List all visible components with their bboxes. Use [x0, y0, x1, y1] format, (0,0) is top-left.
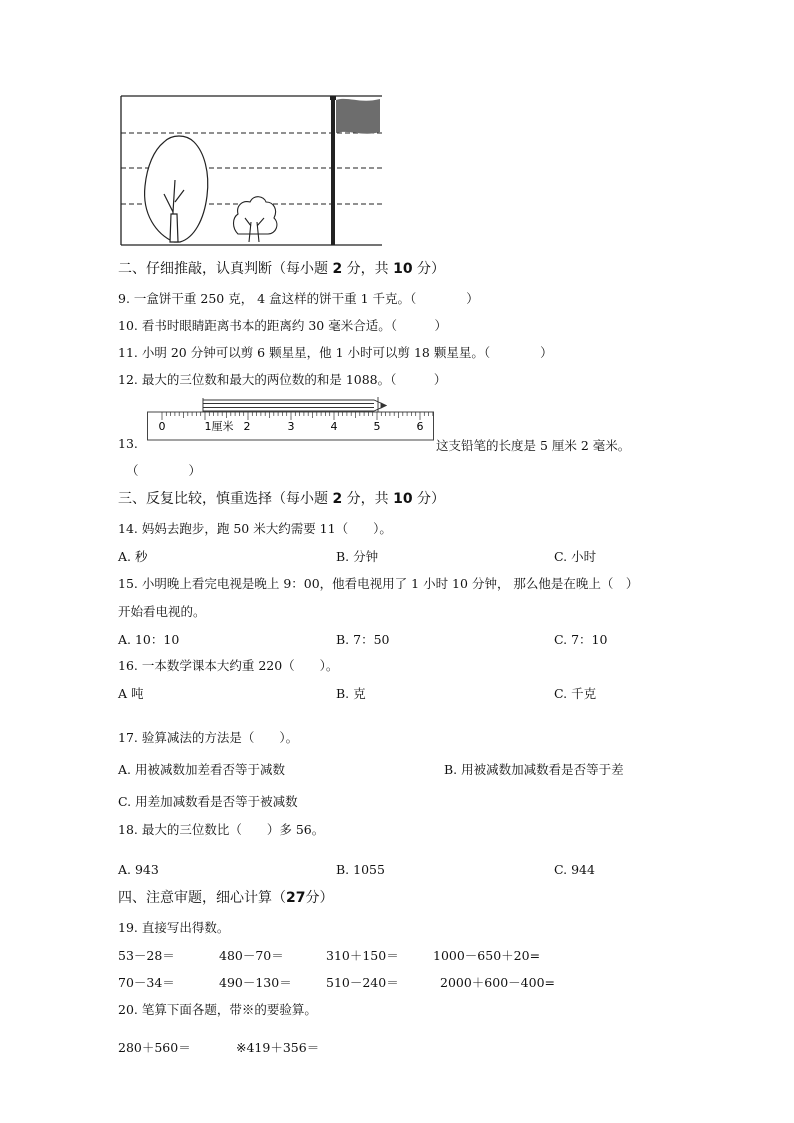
ruler-label: 0 — [158, 420, 166, 433]
question-12: 12. 最大的三位数和最大的两位数的和是 1088。（ ） — [118, 372, 447, 387]
question-15-line2: 开始看电视的。 — [118, 604, 206, 619]
question-13-number: 13. — [118, 436, 138, 451]
q18-option-c[interactable]: C. 944 — [554, 862, 595, 877]
flag-illustration — [330, 96, 380, 245]
ruler-label: 1厘米 — [204, 420, 234, 433]
q15-option-a[interactable]: A. 10：10 — [118, 632, 180, 647]
q18-option-b[interactable]: B. 1055 — [336, 862, 385, 877]
q17-option-a[interactable]: A. 用被减数加差看否等于减数 — [118, 762, 285, 777]
q16-option-b[interactable]: B. 克 — [336, 686, 366, 701]
q19-expr: 70－34＝ — [118, 975, 175, 990]
q20-expr: 280＋560＝ — [118, 1040, 191, 1055]
ruler-label: 2 — [243, 420, 251, 433]
q19-expr: 480－70＝ — [219, 948, 284, 963]
question-13-text: 这支铅笔的长度是 5 厘米 2 毫米。 — [436, 438, 631, 453]
q14-option-a[interactable]: A. 秒 — [118, 549, 148, 564]
height-comparison-figure — [118, 94, 384, 248]
ruler-pencil-figure — [146, 394, 436, 446]
ruler-label: 4 — [330, 420, 338, 433]
q19-expr: 2000＋600－400= — [440, 975, 556, 990]
q17-option-c[interactable]: C. 用差加减数看是否等于被减数 — [118, 794, 298, 809]
q16-option-a[interactable]: A 吨 — [118, 686, 144, 701]
q14-option-b[interactable]: B. 分钟 — [336, 549, 379, 564]
question-15-line1: 15. 小明晚上看完电视是晚上 9：00，他看电视用了 1 小时 10 分钟， 那么他是在晚上（ ） — [118, 576, 639, 591]
question-17: 17. 验算减法的方法是（ ）。 — [118, 730, 299, 745]
ruler-label: 5 — [373, 420, 381, 433]
question-10: 10. 看书时眼睛距离书本的距离约 30 毫米合适。（ ） — [118, 318, 447, 333]
q17-option-b[interactable]: B. 用被减数加减数看是否等于差 — [444, 762, 624, 777]
q19-expr: 53－28＝ — [118, 948, 175, 963]
q18-option-a[interactable]: A. 943 — [118, 862, 159, 877]
question-16: 16. 一本数学课本大约重 220（ ）。 — [118, 658, 339, 673]
q19-expr: 1000－650＋20= — [433, 948, 541, 963]
q16-option-c[interactable]: C. 千克 — [554, 686, 597, 701]
question-19: 19. 直接写出得数。 — [118, 920, 230, 935]
section-3-title: 三、反复比较，慎重选择（每小题 2 分，共 10 分） — [118, 491, 446, 507]
q15-option-c[interactable]: C. 7：10 — [554, 632, 608, 647]
q19-expr: 490－130＝ — [219, 975, 292, 990]
tree-illustration — [145, 136, 208, 242]
q15-option-b[interactable]: B. 7：50 — [336, 632, 390, 647]
section-2-title: 二、仔细推敲，认真判断（每小题 2 分，共 10 分） — [118, 261, 446, 277]
ruler-label: 3 — [287, 420, 295, 433]
pencil — [203, 398, 386, 412]
question-14: 14. 妈妈去跑步，跑 50 米大约需要 11（ ）。 — [118, 521, 392, 536]
question-20: 20. 笔算下面各题，带※的要验算。 — [118, 1002, 317, 1017]
question-9: 9. 一盒饼干重 250 克， 4 盒这样的饼干重 1 千克。（ ） — [118, 291, 479, 306]
q19-expr: 310＋150＝ — [326, 948, 399, 963]
q19-expr: 510－240＝ — [326, 975, 399, 990]
bush-illustration — [234, 197, 277, 242]
question-18: 18. 最大的三位数比（ ）多 56。 — [118, 822, 325, 837]
ruler-label: 6 — [416, 420, 424, 433]
section-4-title: 四、注意审题，细心计算（27分） — [118, 890, 334, 906]
q20-expr: ※419＋356＝ — [236, 1040, 320, 1055]
q14-option-c[interactable]: C. 小时 — [554, 549, 597, 564]
question-11: 11. 小明 20 分钟可以剪 6 颗星星，他 1 小时可以剪 18 颗星星。（ ） — [118, 345, 553, 360]
question-13-answer-blank[interactable]: （ ） — [126, 463, 202, 478]
